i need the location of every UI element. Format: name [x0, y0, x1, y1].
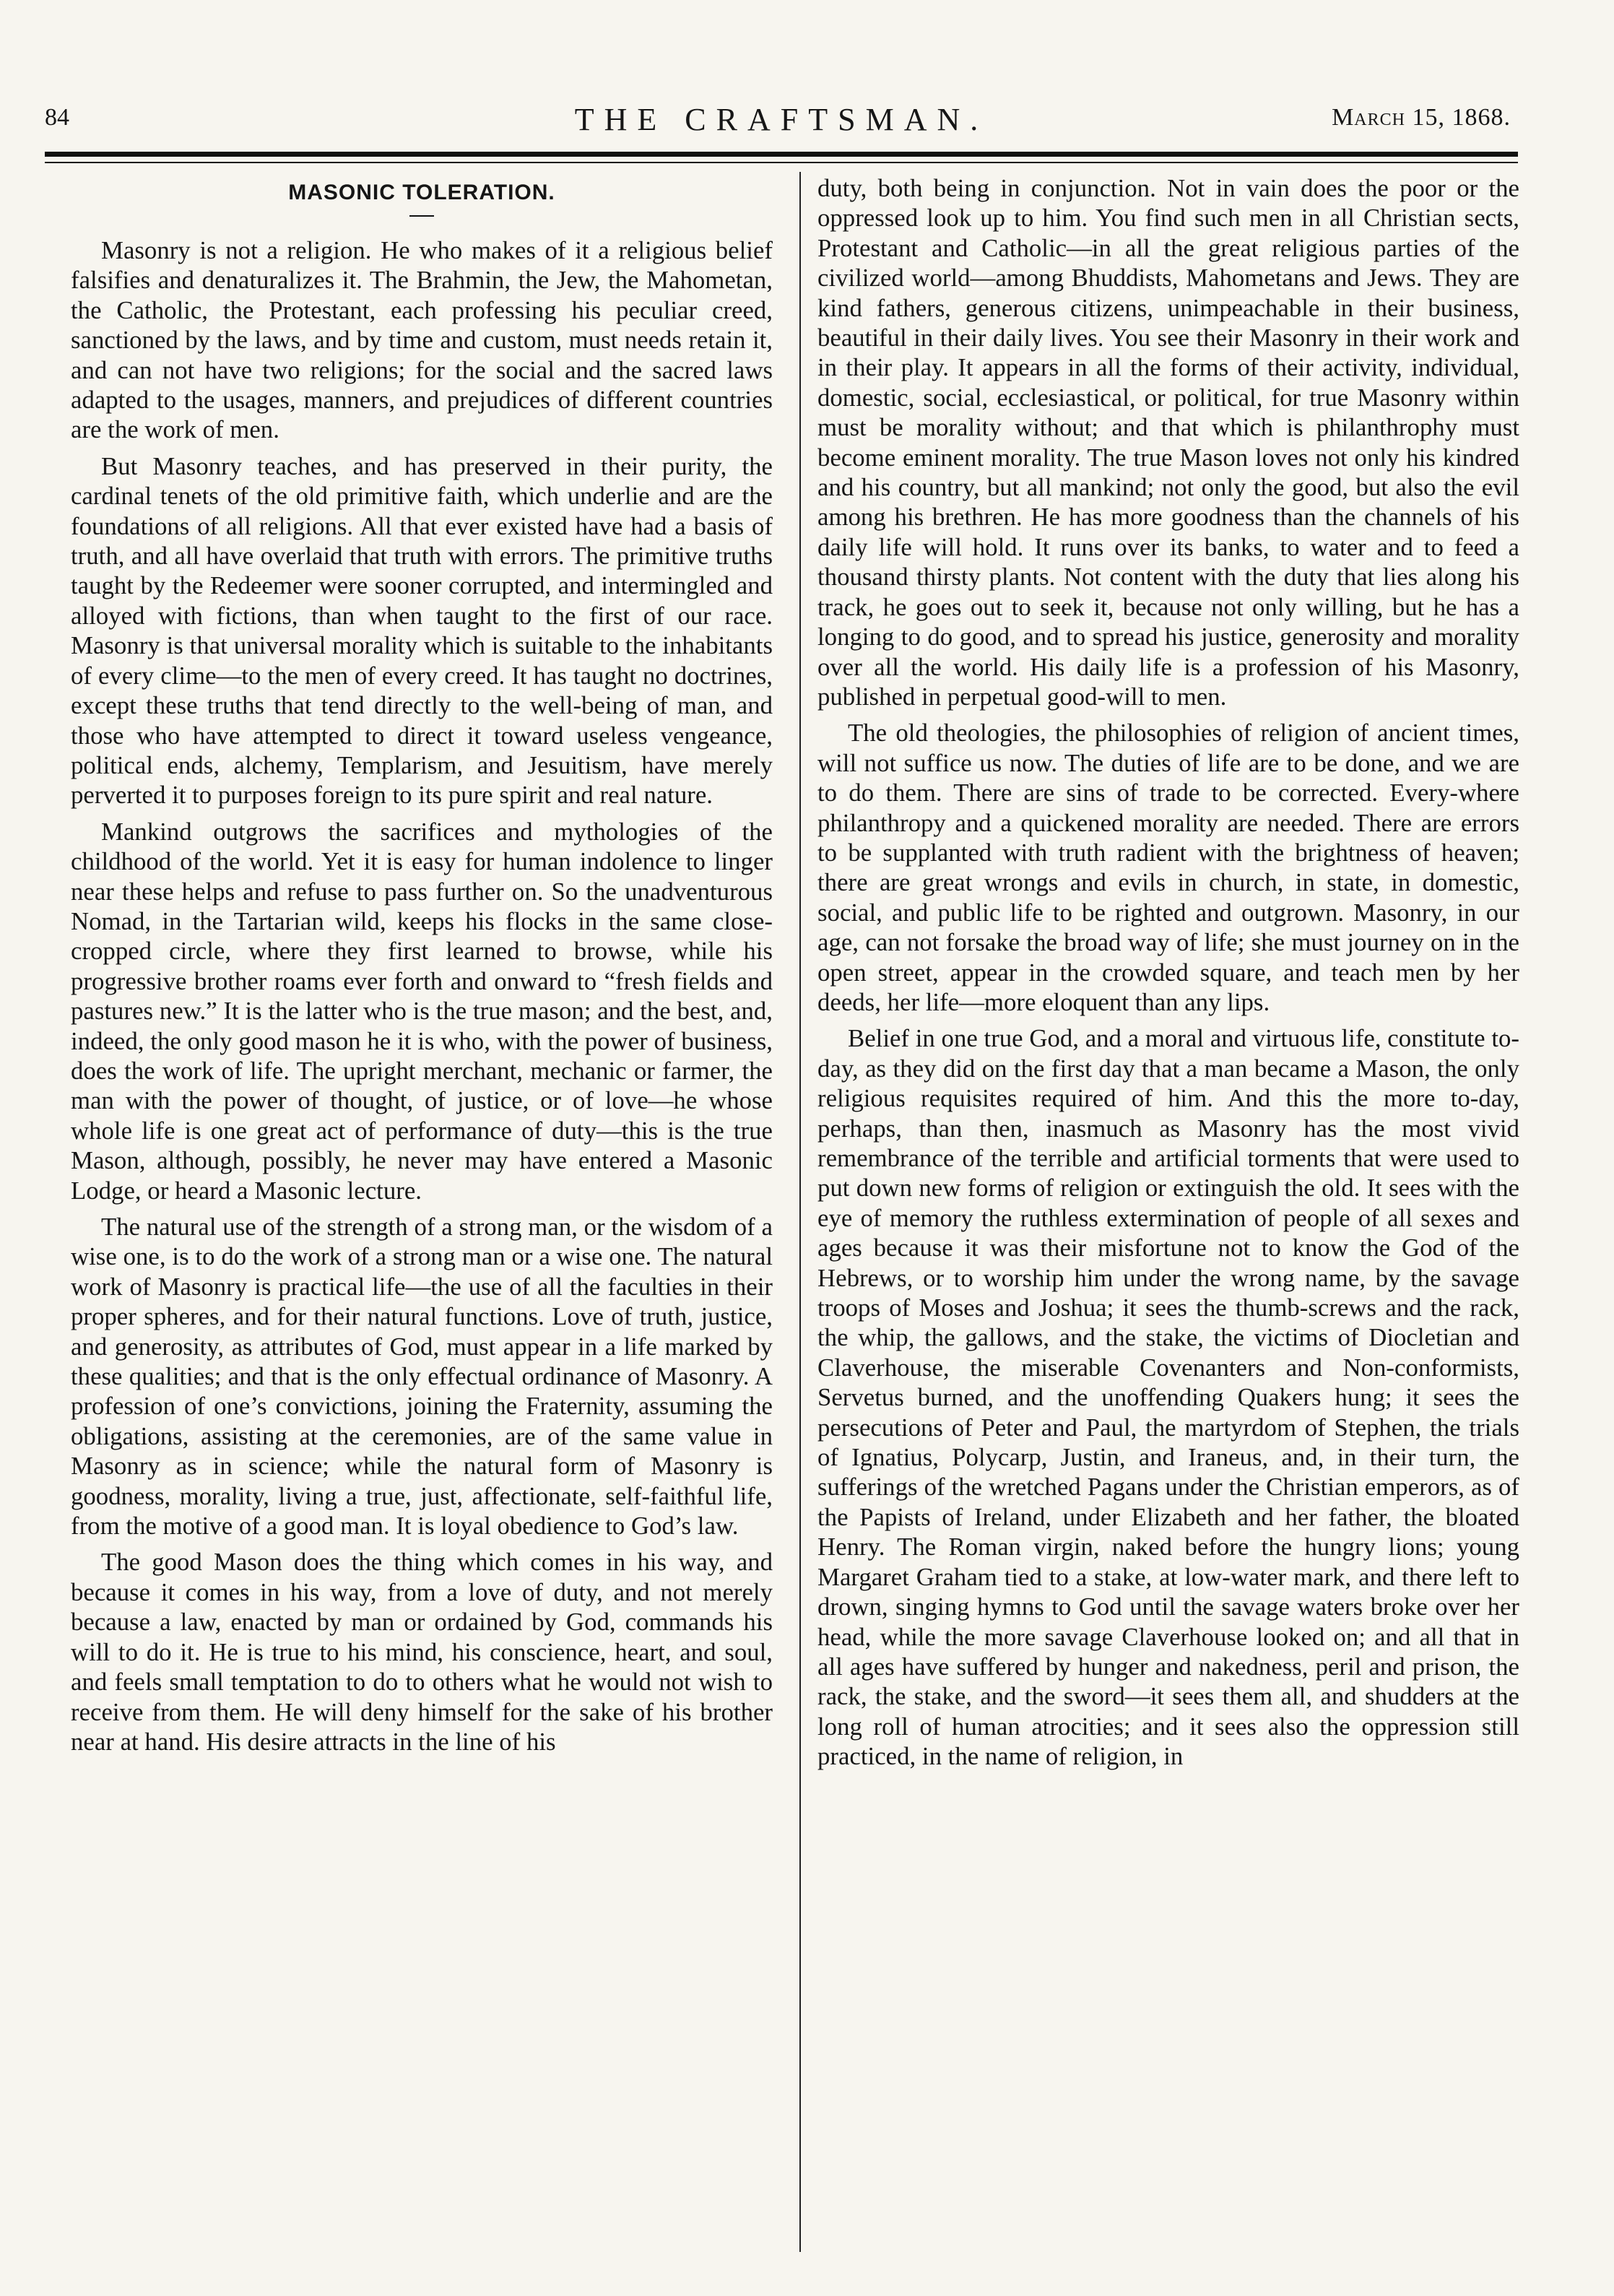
header-rule-thick [45, 152, 1518, 157]
journal-title: THE CRAFTSMAN. [574, 102, 989, 137]
column-divider [799, 172, 801, 2252]
issue-date: March 15, 1868. [1332, 104, 1511, 131]
paragraph: The natural use of the strength of a strong man, or the wisdom of a wise one, is to do the work of a strong man or a wise one. The natural work of Masonry is practical life—the use of all the faculties in their proper spheres, and for their natural functions. Love of truth, justice, and generosity, as attributes of God, must appear in a life marked by these qualities; and that is the only effectual ordinance of Masonry. A profession of one’s convictions, joining the Fraternity, assuming the obligations, assisting at the ceremonies, are of the same value in Masonry as in science; while the natural form of Masonry is goodness, morality, living a true, just, affectionate, self-faithful life, from the motive of a good man. It is loyal obedience to God’s law. [71, 1213, 773, 1541]
paragraph: The good Mason does the thing which comes in his way, and because it comes in his way, from a love of duty, and not merely because a law, enacted by man or ordained by God, commands his will to do it. He is true to his mind, his conscience, heart, and soul, and feels small temptation to do to others what he would not wish to receive from them. He will deny himself for the sake of his brother near at hand. His desire attracts in the line of his [71, 1548, 773, 1756]
article-title: MASONIC TOLERATION. [288, 181, 555, 204]
newspaper-page [45, 94, 1518, 2253]
paragraph-continued: duty, both being in conjunction. Not in vain does the poor or the oppressed look up to him. You find such men in all Christian sects, Protestant and Catholic—in all the great religious parties of the civilized world—among Bhuddists, Mahometans and Jews. They are kind fathers, generous citizens, unimpeachable in their business, beautiful in their daily lives. You see their Masonry in their work and in their play. It appears in all the forms of their activity, individual, domestic, social, ecclesiastical, or political, for true Masonry within must be morality without; and that which is philanthrophy must become eminent morality. The true Mason loves not only his kindred and his country, but all mankind; not only the good, but also the evil among his brethren. He has more goodness than the channels of his daily life will hold. It runs over its banks, to water and to feed a thousand thirsty plants. Not content with the duty that lies along his track, he goes out to seek it, because not only willing, but he has a longing to do good, and to spread his justice, generosity and morality over all the world. His daily life is a profession of his Masonry, published in perpetual good-will to men. [817, 174, 1519, 711]
header-rule-thin [45, 162, 1518, 163]
page-number: 84 [45, 104, 69, 131]
paragraph: Mankind outgrows the sacrifices and mythologies of the childhood of the world. Yet it is easy for human indolence to linger near these helps and refuse to pass further on. So the unadventurous Nomad, in the Tartarian wild, keeps his flocks in the same close-cropped circle, where they first learned to browse, while his progressive brother roams ever forth and onward to “fresh fields and pastures new.” It is the latter who is the true mason; and the best, and, indeed, the only good mason he it is who, with the power of business, does the work of life. The upright merchant, mechanic or farmer, the man with the power of thought, of justice, or of love—he whose whole life is one great act of performance of duty—this is the true Mason, although, possibly, he never may have entered a Masonic Lodge, or heard a Masonic lecture. [71, 817, 773, 1205]
title-dash [409, 215, 434, 217]
page-header [45, 94, 1518, 144]
paragraph: But Masonry teaches, and has preserved in their purity, the cardinal tenets of the old primitive faith, which underlie and are the foundations of all religions. All that ever existed have had a basis of truth, and all have overlaid that truth with errors. The primitive truths taught by the Redeemer were sooner corrupted, and intermingled and alloyed with fictions, than when taught to the first of our race. Masonry is that universal morality which is suitable to the inhabitants of every clime—to the men of every creed. It has taught no doctrines, except these truths that tend directly to the well-being of man, and those who have attempted to direct it toward useless vengeance, political ends, alchemy, Templarism, and Jesuitism, have merely perverted it to purposes foreign to its pure spirit and real nature. [71, 451, 773, 810]
left-column [71, 173, 773, 2253]
paragraph: Masonry is not a religion. He who makes of it a religious belief falsifies and denaturalizes it. The Brahmin, the Jew, the Mahometan, the Catholic, the Protestant, each professing his peculiar creed, sanctioned by the laws, and by time and custom, must needs retain it, and can not have two religions; for the social and the sacred laws adapted to the usages, manners, and prejudices of different countries are the work of men. [71, 236, 773, 444]
right-column [817, 173, 1519, 2253]
paragraph: The old theologies, the philosophies of religion of ancient times, will not suffice us now. The duties of life are to be done, and we are to do them. There are sins of trade to be corrected. Every-where philanthropy and a quickened morality are needed. There are errors to be supplanted with truth radient with the brightness of heaven; there are great wrongs and evils in church, in state, in domestic, social, and public life to be righted and outgrown. Masonry, in our age, can not forsake the broad way of life; she must journey on in the open street, appear in the crowded square, and teach men by her deeds, her life—more eloquent than any lips. [817, 719, 1519, 1016]
paragraph: Belief in one true God, and a moral and virtuous life, constitute to-day, as they did on the first day that a man became a Mason, the only religious requisites required of him. And this the more to-day, perhaps, than then, inasmuch as Masonry has the most vivid remembrance of the terrible and artificial torments that were used to put down new forms of religion or extinguish the old. It sees with the eye of memory the ruthless extermination of people of all sexes and ages because it was their misfortune not to know the God of the Hebrews, or to worship him under the wrong name, by the savage troops of Moses and Joshua; it sees the thumb-screws and the rack, the whip, the gallows, and the stake, the victims of Diocletian and Claverhouse, the miserable Covenanters and Non-conformists, Servetus burned, and the unoffending Quakers hung; it sees the persecutions of Peter and Paul, the martyrdom of Stephen, the trials of Ignatius, Polycarp, Justin, and Iraneus, and, in their turn, the sufferings of the wretched Pagans under the Christian emperors, as of the Papists of Ireland, under Elizabeth and her father, the bloated Henry. The Roman virgin, naked before the hungry lions; young Margaret Graham tied to a stake, at low-water mark, and there left to drown, singing hymns to God until the savage waters broke over her head, while the more savage Claverhouse looked on; and all that in all ages have suffered by hunger and nakedness, peril and prison, the rack, the stake, and the sword—it sees them all, and shudders at the long roll of human atrocities; and it sees also the oppression still practiced, in the name of religion, in [817, 1024, 1519, 1771]
